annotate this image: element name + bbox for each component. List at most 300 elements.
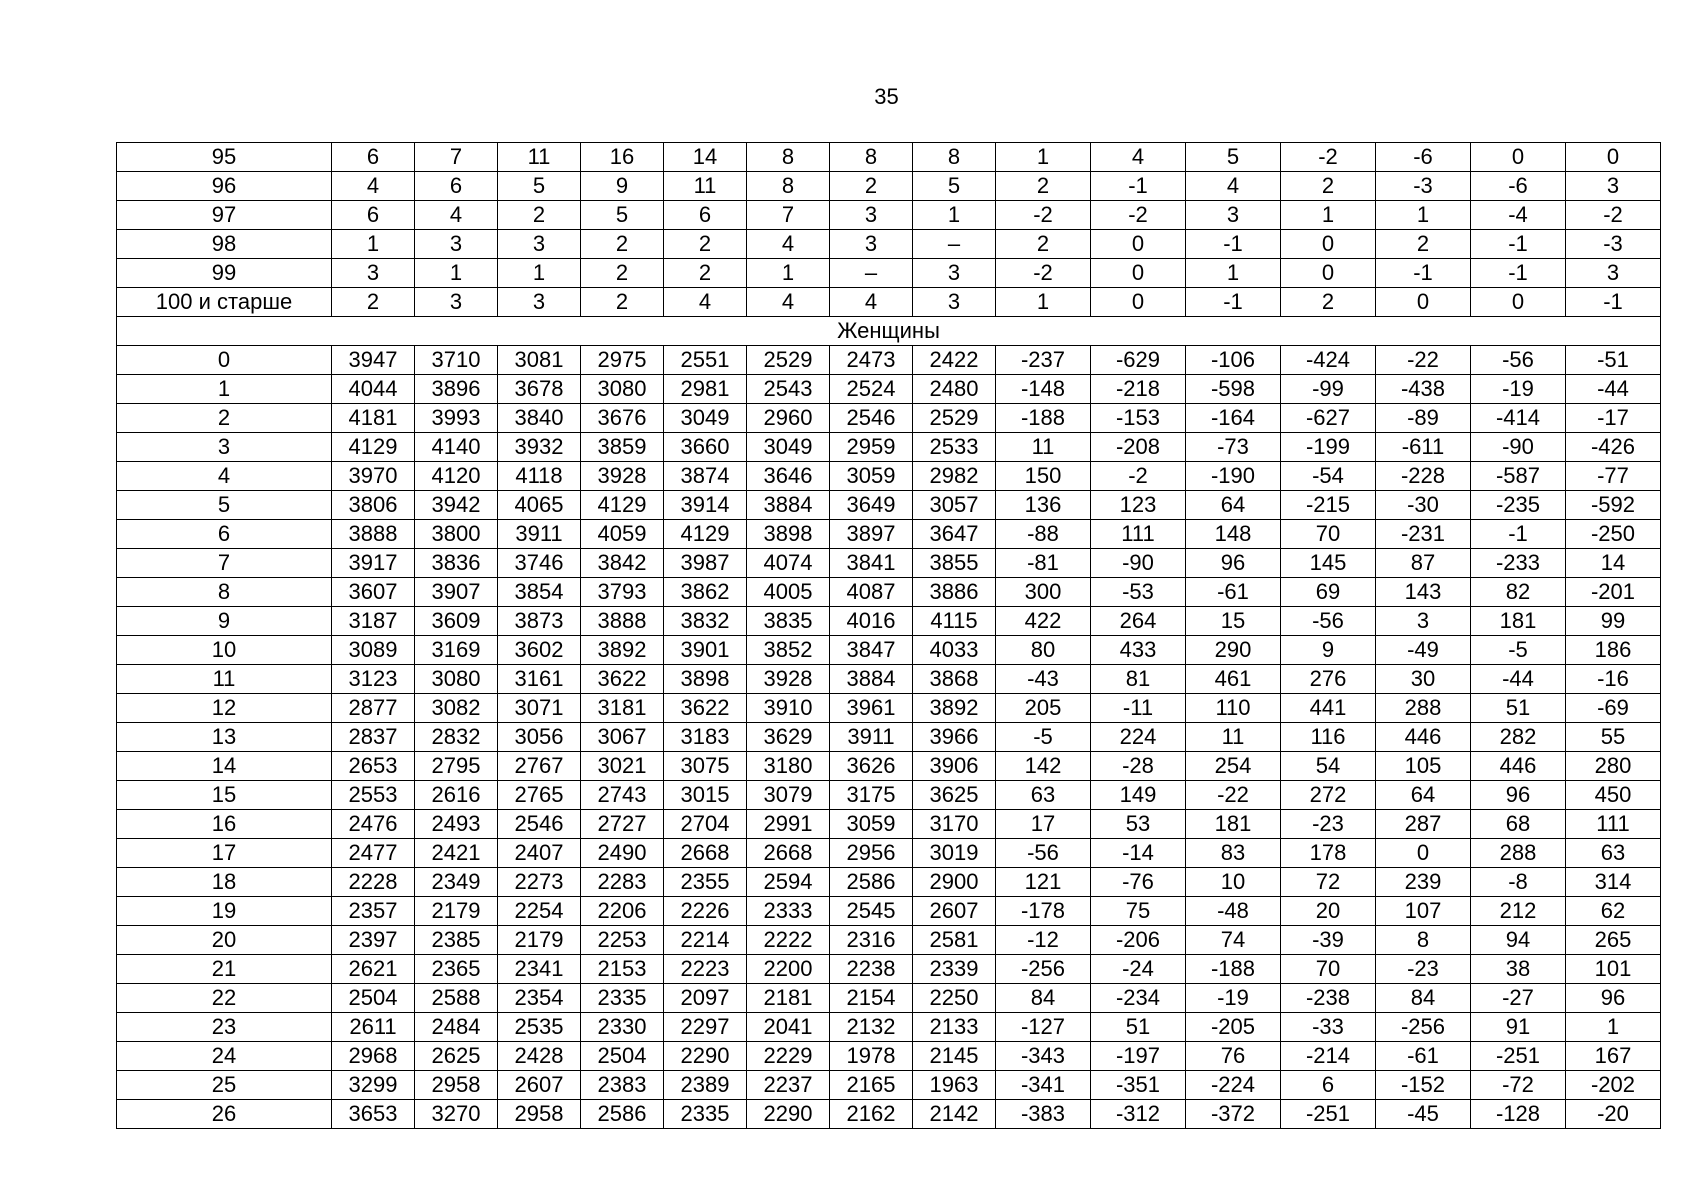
value-cell: 3836 <box>415 549 498 578</box>
value-cell: 2181 <box>747 984 830 1013</box>
value-cell: 3906 <box>913 752 996 781</box>
value-cell: 2 <box>581 288 664 317</box>
value-cell: 2611 <box>332 1013 415 1042</box>
value-cell: -598 <box>1186 375 1281 404</box>
value-cell: -383 <box>996 1100 1091 1129</box>
age-row-women <box>117 636 1661 665</box>
value-cell: 4181 <box>332 404 415 433</box>
age-cell: 99 <box>117 259 332 288</box>
value-cell: 3852 <box>747 636 830 665</box>
value-cell: 4129 <box>581 491 664 520</box>
value-cell: 2490 <box>581 839 664 868</box>
value-cell: -312 <box>1091 1100 1186 1129</box>
value-cell: 3676 <box>581 404 664 433</box>
value-cell: 433 <box>1091 636 1186 665</box>
population-table <box>116 142 1661 1129</box>
value-cell: -17 <box>1566 404 1661 433</box>
value-cell: -164 <box>1186 404 1281 433</box>
value-cell: -231 <box>1376 520 1471 549</box>
value-cell: 3859 <box>581 433 664 462</box>
value-cell: 2480 <box>913 375 996 404</box>
value-cell: -629 <box>1091 346 1186 375</box>
value-cell: 2 <box>664 230 747 259</box>
value-cell: 224 <box>1091 723 1186 752</box>
value-cell: -250 <box>1566 520 1661 549</box>
age-cell: 22 <box>117 984 332 1013</box>
value-cell: 3649 <box>830 491 913 520</box>
value-cell: -208 <box>1091 433 1186 462</box>
value-cell: 2165 <box>830 1071 913 1100</box>
value-cell: 149 <box>1091 781 1186 810</box>
value-cell: -611 <box>1376 433 1471 462</box>
value-cell: 3626 <box>830 752 913 781</box>
value-cell: 4 <box>747 288 830 317</box>
age-row-men <box>117 172 1661 201</box>
value-cell: 422 <box>996 607 1091 636</box>
value-cell: 2533 <box>913 433 996 462</box>
value-cell: -215 <box>1281 491 1376 520</box>
value-cell: 2473 <box>830 346 913 375</box>
value-cell: -424 <box>1281 346 1376 375</box>
value-cell: 3 <box>332 259 415 288</box>
value-cell: -238 <box>1281 984 1376 1013</box>
value-cell: 2206 <box>581 897 664 926</box>
value-cell: – <box>913 230 996 259</box>
age-cell: 19 <box>117 897 332 926</box>
value-cell: 3884 <box>830 665 913 694</box>
age-cell: 15 <box>117 781 332 810</box>
value-cell: 3169 <box>415 636 498 665</box>
value-cell: -202 <box>1566 1071 1661 1100</box>
value-cell: 1 <box>1376 201 1471 230</box>
value-cell: -188 <box>996 404 1091 433</box>
value-cell: 0 <box>1091 288 1186 317</box>
value-cell: 3840 <box>498 404 581 433</box>
value-cell: 96 <box>1471 781 1566 810</box>
value-cell: 0 <box>1281 259 1376 288</box>
value-cell: 2704 <box>664 810 747 839</box>
value-cell: 2543 <box>747 375 830 404</box>
value-cell: -1 <box>1471 259 1566 288</box>
value-cell: -19 <box>1186 984 1281 1013</box>
value-cell: 2335 <box>664 1100 747 1129</box>
age-cell: 18 <box>117 868 332 897</box>
value-cell: 2389 <box>664 1071 747 1100</box>
value-cell: 6 <box>1281 1071 1376 1100</box>
value-cell: 2354 <box>498 984 581 1013</box>
value-cell: 3892 <box>913 694 996 723</box>
age-row-women <box>117 955 1661 984</box>
age-row-women <box>117 433 1661 462</box>
value-cell: 2 <box>498 201 581 230</box>
value-cell: 3175 <box>830 781 913 810</box>
value-cell: -251 <box>1471 1042 1566 1071</box>
value-cell: 3653 <box>332 1100 415 1129</box>
value-cell: 3874 <box>664 462 747 491</box>
value-cell: 5 <box>913 172 996 201</box>
age-row-women <box>117 752 1661 781</box>
value-cell: 2546 <box>830 404 913 433</box>
value-cell: 70 <box>1281 955 1376 984</box>
value-cell: -19 <box>1471 375 1566 404</box>
value-cell: -2 <box>996 201 1091 230</box>
value-cell: 3942 <box>415 491 498 520</box>
value-cell: 1 <box>747 259 830 288</box>
value-cell: -56 <box>1281 607 1376 636</box>
value-cell: 3 <box>498 288 581 317</box>
age-cell: 8 <box>117 578 332 607</box>
value-cell: 123 <box>1091 491 1186 520</box>
value-cell: 2154 <box>830 984 913 1013</box>
value-cell: 2 <box>830 172 913 201</box>
value-cell: -16 <box>1566 665 1661 694</box>
value-cell: 3 <box>830 201 913 230</box>
age-cell: 10 <box>117 636 332 665</box>
value-cell: 2339 <box>913 955 996 984</box>
value-cell: 80 <box>996 636 1091 665</box>
value-cell: 2877 <box>332 694 415 723</box>
value-cell: 2616 <box>415 781 498 810</box>
value-cell: -77 <box>1566 462 1661 491</box>
value-cell: -592 <box>1566 491 1661 520</box>
age-row-women <box>117 665 1661 694</box>
value-cell: 2162 <box>830 1100 913 1129</box>
value-cell: 2524 <box>830 375 913 404</box>
age-cell: 7 <box>117 549 332 578</box>
value-cell: 3057 <box>913 491 996 520</box>
value-cell: 6 <box>332 201 415 230</box>
age-row-men <box>117 259 1661 288</box>
value-cell: 4044 <box>332 375 415 404</box>
age-row-women <box>117 897 1661 926</box>
value-cell: 81 <box>1091 665 1186 694</box>
value-cell: 3800 <box>415 520 498 549</box>
value-cell: 288 <box>1471 839 1566 868</box>
value-cell: 3835 <box>747 607 830 636</box>
value-cell: 2668 <box>664 839 747 868</box>
age-row-women <box>117 1042 1661 1071</box>
value-cell: 2421 <box>415 839 498 868</box>
value-cell: 3898 <box>664 665 747 694</box>
value-cell: 3080 <box>581 375 664 404</box>
value-cell: 2132 <box>830 1013 913 1042</box>
value-cell: -205 <box>1186 1013 1281 1042</box>
value-cell: 3602 <box>498 636 581 665</box>
value-cell: 2958 <box>415 1071 498 1100</box>
value-cell: 3059 <box>830 810 913 839</box>
value-cell: 1963 <box>913 1071 996 1100</box>
value-cell: 2349 <box>415 868 498 897</box>
value-cell: -224 <box>1186 1071 1281 1100</box>
value-cell: 8 <box>747 143 830 172</box>
value-cell: 2357 <box>332 897 415 926</box>
value-cell: 2226 <box>664 897 747 926</box>
value-cell: 2397 <box>332 926 415 955</box>
value-cell: -61 <box>1186 578 1281 607</box>
value-cell: 3928 <box>581 462 664 491</box>
value-cell: 2959 <box>830 433 913 462</box>
value-cell: 3842 <box>581 549 664 578</box>
value-cell: 2968 <box>332 1042 415 1071</box>
value-cell: 3180 <box>747 752 830 781</box>
age-cell: 20 <box>117 926 332 955</box>
value-cell: 290 <box>1186 636 1281 665</box>
value-cell: 3622 <box>581 665 664 694</box>
value-cell: 3970 <box>332 462 415 491</box>
age-row-women <box>117 868 1661 897</box>
value-cell: 3932 <box>498 433 581 462</box>
value-cell: 3059 <box>830 462 913 491</box>
value-cell: 3993 <box>415 404 498 433</box>
value-cell: 3170 <box>913 810 996 839</box>
value-cell: 276 <box>1281 665 1376 694</box>
age-cell: 98 <box>117 230 332 259</box>
value-cell: 2981 <box>664 375 747 404</box>
value-cell: 84 <box>1376 984 1471 1013</box>
value-cell: -3 <box>1566 230 1661 259</box>
value-cell: -190 <box>1186 462 1281 491</box>
value-cell: 2553 <box>332 781 415 810</box>
value-cell: 2900 <box>913 868 996 897</box>
value-cell: 2250 <box>913 984 996 1013</box>
value-cell: 3 <box>415 230 498 259</box>
value-cell: -343 <box>996 1042 1091 1071</box>
value-cell: 2476 <box>332 810 415 839</box>
value-cell: 3847 <box>830 636 913 665</box>
value-cell: -1 <box>1186 230 1281 259</box>
value-cell: 9 <box>1281 636 1376 665</box>
value-cell: 7 <box>747 201 830 230</box>
value-cell: 62 <box>1566 897 1661 926</box>
value-cell: 76 <box>1186 1042 1281 1071</box>
value-cell: 143 <box>1376 578 1471 607</box>
value-cell: 2145 <box>913 1042 996 1071</box>
value-cell: 101 <box>1566 955 1661 984</box>
value-cell: 2253 <box>581 926 664 955</box>
value-cell: 2383 <box>581 1071 664 1100</box>
value-cell: 2 <box>664 259 747 288</box>
value-cell: -199 <box>1281 433 1376 462</box>
value-cell: 2290 <box>664 1042 747 1071</box>
value-cell: 110 <box>1186 694 1281 723</box>
age-row-women <box>117 549 1661 578</box>
value-cell: 3080 <box>415 665 498 694</box>
age-cell: 5 <box>117 491 332 520</box>
value-cell: -22 <box>1376 346 1471 375</box>
value-cell: -372 <box>1186 1100 1281 1129</box>
value-cell: -106 <box>1186 346 1281 375</box>
value-cell: 2041 <box>747 1013 830 1042</box>
value-cell: 8 <box>747 172 830 201</box>
age-row-women <box>117 404 1661 433</box>
value-cell: 142 <box>996 752 1091 781</box>
age-cell: 2 <box>117 404 332 433</box>
value-cell: 11 <box>1186 723 1281 752</box>
value-cell: 2330 <box>581 1013 664 1042</box>
value-cell: -251 <box>1281 1100 1376 1129</box>
value-cell: 2237 <box>747 1071 830 1100</box>
value-cell: 3 <box>1566 172 1661 201</box>
value-cell: 150 <box>996 462 1091 491</box>
value-cell: 2765 <box>498 781 581 810</box>
value-cell: 54 <box>1281 752 1376 781</box>
value-cell: -22 <box>1186 781 1281 810</box>
value-cell: 2290 <box>747 1100 830 1129</box>
age-row-women <box>117 520 1661 549</box>
value-cell: 4115 <box>913 607 996 636</box>
value-cell: 1 <box>498 259 581 288</box>
value-cell: 0 <box>1281 230 1376 259</box>
value-cell: 8 <box>1376 926 1471 955</box>
value-cell: 55 <box>1566 723 1661 752</box>
value-cell: 272 <box>1281 781 1376 810</box>
value-cell: 2588 <box>415 984 498 1013</box>
value-cell: 84 <box>996 984 1091 1013</box>
value-cell: 2385 <box>415 926 498 955</box>
age-row-women <box>117 984 1661 1013</box>
age-row-women <box>117 375 1661 404</box>
value-cell: -5 <box>996 723 1091 752</box>
value-cell: 64 <box>1376 781 1471 810</box>
value-cell: 2529 <box>747 346 830 375</box>
value-cell: 4120 <box>415 462 498 491</box>
value-cell: 1978 <box>830 1042 913 1071</box>
value-cell: 3793 <box>581 578 664 607</box>
value-cell: -2 <box>1281 143 1376 172</box>
age-cell: 25 <box>117 1071 332 1100</box>
value-cell: -90 <box>1471 433 1566 462</box>
value-cell: 3892 <box>581 636 664 665</box>
value-cell: -206 <box>1091 926 1186 955</box>
value-cell: 3629 <box>747 723 830 752</box>
age-row-women <box>117 1071 1661 1100</box>
value-cell: 2228 <box>332 868 415 897</box>
value-cell: 2545 <box>830 897 913 926</box>
value-cell: -48 <box>1186 897 1281 926</box>
value-cell: 4 <box>1186 172 1281 201</box>
value-cell: 2625 <box>415 1042 498 1071</box>
value-cell: 64 <box>1186 491 1281 520</box>
value-cell: 3609 <box>415 607 498 636</box>
value-cell: -8 <box>1471 868 1566 897</box>
value-cell: 4 <box>1091 143 1186 172</box>
value-cell: 11 <box>664 172 747 201</box>
value-cell: 3607 <box>332 578 415 607</box>
value-cell: 17 <box>996 810 1091 839</box>
value-cell: 2529 <box>913 404 996 433</box>
value-cell: 105 <box>1376 752 1471 781</box>
value-cell: -73 <box>1186 433 1281 462</box>
value-cell: 2229 <box>747 1042 830 1071</box>
value-cell: -627 <box>1281 404 1376 433</box>
value-cell: 1 <box>415 259 498 288</box>
value-cell: 116 <box>1281 723 1376 752</box>
value-cell: 9 <box>581 172 664 201</box>
value-cell: 3299 <box>332 1071 415 1100</box>
value-cell: -233 <box>1471 549 1566 578</box>
value-cell: 74 <box>1186 926 1281 955</box>
value-cell: -201 <box>1566 578 1661 607</box>
age-cell: 16 <box>117 810 332 839</box>
value-cell: 3187 <box>332 607 415 636</box>
value-cell: 2493 <box>415 810 498 839</box>
value-cell: 2153 <box>581 955 664 984</box>
value-cell: 2551 <box>664 346 747 375</box>
age-row-women <box>117 462 1661 491</box>
value-cell: 148 <box>1186 520 1281 549</box>
value-cell: -49 <box>1376 636 1471 665</box>
value-cell: 4 <box>747 230 830 259</box>
value-cell: -72 <box>1471 1071 1566 1100</box>
value-cell: 121 <box>996 868 1091 897</box>
value-cell: -1 <box>1186 288 1281 317</box>
value-cell: 51 <box>1471 694 1566 723</box>
value-cell: 3622 <box>664 694 747 723</box>
value-cell: -45 <box>1376 1100 1471 1129</box>
age-cell: 95 <box>117 143 332 172</box>
age-cell: 4 <box>117 462 332 491</box>
value-cell: -81 <box>996 549 1091 578</box>
value-cell: -61 <box>1376 1042 1471 1071</box>
value-cell: 2982 <box>913 462 996 491</box>
value-cell: 145 <box>1281 549 1376 578</box>
value-cell: 2200 <box>747 955 830 984</box>
value-cell: 3082 <box>415 694 498 723</box>
value-cell: 2832 <box>415 723 498 752</box>
value-cell: 3888 <box>581 607 664 636</box>
value-cell: 3855 <box>913 549 996 578</box>
value-cell: 72 <box>1281 868 1376 897</box>
value-cell: -2 <box>996 259 1091 288</box>
section-row <box>117 317 1661 346</box>
value-cell: -6 <box>1376 143 1471 172</box>
value-cell: -88 <box>996 520 1091 549</box>
value-cell: -128 <box>1471 1100 1566 1129</box>
value-cell: 94 <box>1471 926 1566 955</box>
value-cell: 0 <box>1091 230 1186 259</box>
value-cell: 69 <box>1281 578 1376 607</box>
value-cell: 3873 <box>498 607 581 636</box>
value-cell: 11 <box>996 433 1091 462</box>
value-cell: -14 <box>1091 839 1186 868</box>
value-cell: 2960 <box>747 404 830 433</box>
value-cell: 15 <box>1186 607 1281 636</box>
value-cell: 68 <box>1471 810 1566 839</box>
value-cell: 82 <box>1471 578 1566 607</box>
age-cell: 96 <box>117 172 332 201</box>
value-cell: 1 <box>332 230 415 259</box>
value-cell: -33 <box>1281 1013 1376 1042</box>
value-cell: 4129 <box>664 520 747 549</box>
age-cell: 23 <box>117 1013 332 1042</box>
value-cell: 2407 <box>498 839 581 868</box>
value-cell: 4016 <box>830 607 913 636</box>
age-row-men <box>117 230 1661 259</box>
value-cell: 1 <box>1281 201 1376 230</box>
age-cell: 21 <box>117 955 332 984</box>
value-cell: 5 <box>1186 143 1281 172</box>
value-cell: 2333 <box>747 897 830 926</box>
value-cell: 2586 <box>581 1100 664 1129</box>
value-cell: 3901 <box>664 636 747 665</box>
age-row-women <box>117 839 1661 868</box>
age-row-women <box>117 810 1661 839</box>
value-cell: 2316 <box>830 926 913 955</box>
age-cell: 13 <box>117 723 332 752</box>
age-row-women <box>117 607 1661 636</box>
value-cell: 314 <box>1566 868 1661 897</box>
value-cell: 2991 <box>747 810 830 839</box>
